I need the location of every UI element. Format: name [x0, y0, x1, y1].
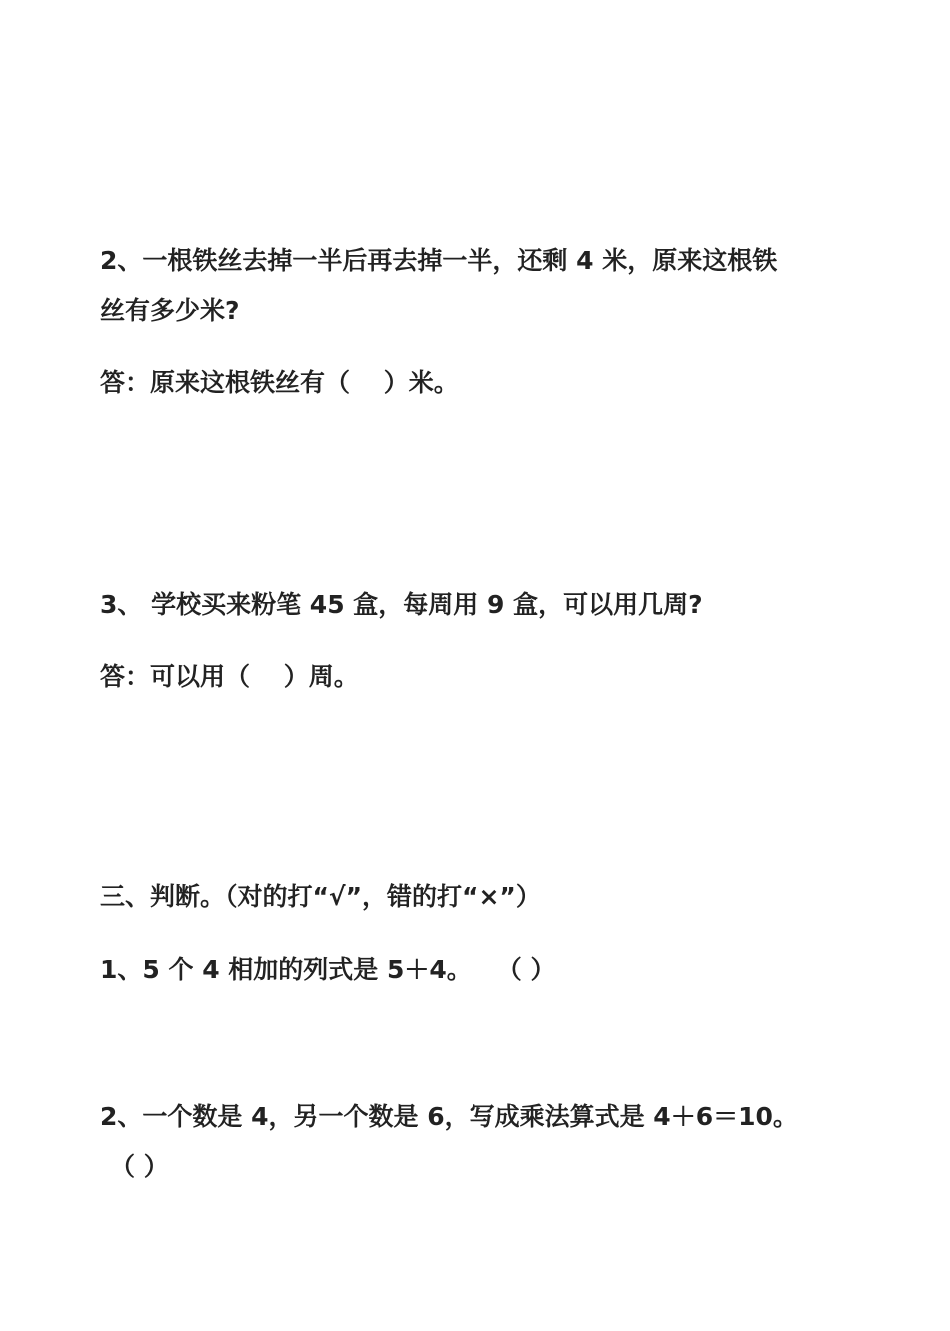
judge-item-1: 1、5 个 4 相加的列式是 5＋4。 （ ）: [100, 955, 556, 984]
judge-item-2-line1: 2、一个数是 4，另一个数是 6，写成乘法算式是 4＋6＝10。: [100, 1102, 798, 1131]
q2-question-line1: 2、一根铁丝去掉一半后再去掉一半，还剩 4 米，原来这根铁: [100, 246, 778, 275]
q3-question: 3、 学校买来粉笔 45 盒，每周用 9 盒，可以用几周?: [100, 590, 703, 619]
q2-question-line2: 丝有多少米?: [100, 296, 240, 325]
judge-item-2-line2: （ ）: [110, 1152, 169, 1181]
q3-answer: 答：可以用（ ）周。: [100, 662, 359, 691]
q2-answer: 答：原来这根铁丝有（ ）米。: [100, 368, 459, 397]
section3-title: 三、判断。（对的打“√”，错的打“×”）: [100, 882, 541, 911]
